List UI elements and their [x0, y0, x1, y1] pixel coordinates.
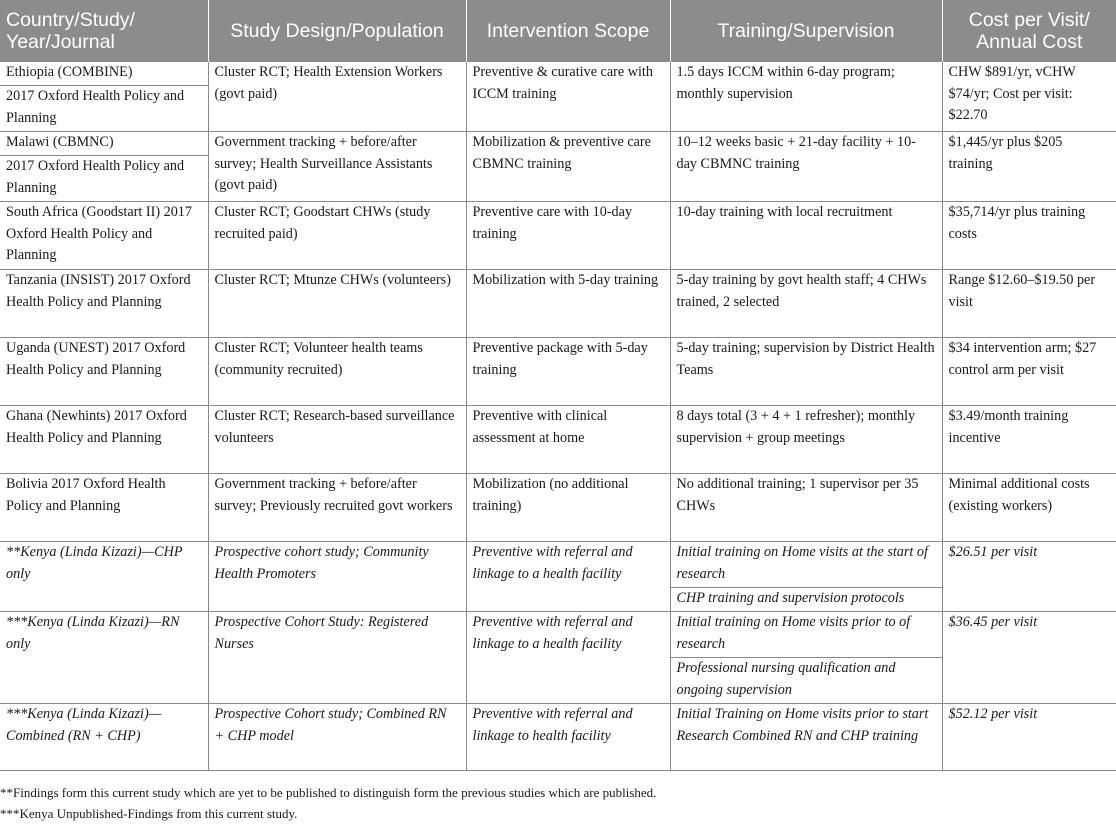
header-design: Study Design/Population [208, 0, 466, 62]
cell-scope: Mobilization with 5-day training [466, 270, 670, 338]
cell-training: Initial training on Home visits at the start of research [670, 542, 942, 588]
cell-country: ***Kenya (Linda Kizazi)—Combined (RN + CHP) [0, 704, 208, 771]
cell-design: Cluster RCT; Health Extension Workers (govt paid) [208, 62, 466, 132]
cell-scope: Preventive package with 5-day training [466, 338, 670, 406]
cell-country: Malawi (CBMNC) [0, 132, 208, 156]
cell-training: No additional training; 1 supervisor per 35 CHWs [670, 474, 942, 542]
cell-cost: $52.12 per visit [942, 704, 1116, 771]
cell-cost: CHW $891/yr, vCHW $74/yr; Cost per visit: $22.70 [942, 62, 1116, 132]
cell-training: CHP training and supervision protocols [670, 588, 942, 612]
header-training: Training/Supervision [670, 0, 942, 62]
cell-cost: Range $12.60–$19.50 per visit [942, 270, 1116, 338]
cell-journal: 2017 Oxford Health Policy and Planning [0, 156, 208, 202]
cell-scope: Preventive with referral and linkage to health facility [466, 704, 670, 771]
cell-cost: $1,445/yr plus $205 training [942, 132, 1116, 202]
cell-cost: $26.51 per visit [942, 542, 1116, 612]
cell-country: Uganda (UNEST) 2017 Oxford Health Policy and Planning [0, 338, 208, 406]
cell-design: Cluster RCT; Volunteer health teams (community recruited) [208, 338, 466, 406]
table-row [0, 542, 1116, 588]
cell-design: Government tracking + before/after survey; Previously recruited govt workers [208, 474, 466, 542]
cell-training: 1.5 days ICCM within 6-day program; monthly supervision [670, 62, 942, 132]
table-row [0, 474, 1116, 542]
table-row [0, 704, 1116, 771]
cell-scope: Preventive with referral and linkage to a health facility [466, 612, 670, 704]
cell-scope: Preventive with clinical assessment at home [466, 406, 670, 474]
cell-country: Ethiopia (COMBINE) [0, 62, 208, 86]
cell-cost: $34 intervention arm; $27 control arm per visit [942, 338, 1116, 406]
footnote: ***Kenya Unpublished-Findings from this current study. [0, 806, 298, 821]
cell-design: Cluster RCT; Research-based surveillance volunteers [208, 406, 466, 474]
table-row [0, 612, 1116, 658]
cell-design: Cluster RCT; Mtunze CHWs (volunteers) [208, 270, 466, 338]
cell-training: 8 days total (3 + 4 + 1 refresher); monthly supervision + group meetings [670, 406, 942, 474]
cell-training: Initial training on Home visits prior to of research [670, 612, 942, 658]
cell-country: ***Kenya (Linda Kizazi)—RN only [0, 612, 208, 704]
cell-cost: $35,714/yr plus training costs [942, 202, 1116, 270]
cell-cost: $36.45 per visit [942, 612, 1116, 704]
cell-scope: Preventive with referral and linkage to a health facility [466, 542, 670, 612]
footnote: **Findings form this current study which are yet to be published to distinguish form the previous studies which are published. [0, 785, 657, 800]
cell-scope: Preventive care with 10-day training [466, 202, 670, 270]
table-row [0, 132, 1116, 156]
cell-country: South Africa (Goodstart II) 2017 Oxford Health Policy and Planning [0, 202, 208, 270]
cell-scope: Mobilization & preventive care CBMNC training [466, 132, 670, 202]
cell-design: Government tracking + before/after survey; Health Surveillance Assistants (govt paid) [208, 132, 466, 202]
cell-journal: 2017 Oxford Health Policy and Planning [0, 86, 208, 132]
footnotes [0, 782, 1110, 824]
header-row [0, 0, 1116, 62]
table-row [0, 62, 1116, 86]
cell-country: Bolivia 2017 Oxford Health Policy and Planning [0, 474, 208, 542]
cell-design: Prospective Cohort study; Combined RN + CHP model [208, 704, 466, 771]
cell-scope: Preventive & curative care with ICCM training [466, 62, 670, 132]
header-cost: Cost per Visit/ Annual Cost [942, 0, 1116, 62]
cell-training: 10-day training with local recruitment [670, 202, 942, 270]
cell-training: 5-day training by govt health staff; 4 CHWs trained, 2 selected [670, 270, 942, 338]
header-scope: Intervention Scope [466, 0, 670, 62]
cell-training: Initial Training on Home visits prior to start Research Combined RN and CHP training [670, 704, 942, 771]
cell-training: 5-day training; supervision by District Health Teams [670, 338, 942, 406]
table-row [0, 406, 1116, 474]
cell-country: **Kenya (Linda Kizazi)—CHP only [0, 542, 208, 612]
cell-design: Prospective Cohort Study: Registered Nurses [208, 612, 466, 704]
cell-training: 10–12 weeks basic + 21-day facility + 10-day CBMNC training [670, 132, 942, 202]
cell-design: Cluster RCT; Goodstart CHWs (study recruited paid) [208, 202, 466, 270]
table-row [0, 202, 1116, 270]
cell-cost: Minimal additional costs (existing workers) [942, 474, 1116, 542]
table-row [0, 270, 1116, 338]
cell-country: Tanzania (INSIST) 2017 Oxford Health Policy and Planning [0, 270, 208, 338]
table-row [0, 338, 1116, 406]
header-country: Country/Study/ Year/Journal [0, 0, 208, 62]
cell-country: Ghana (Newhints) 2017 Oxford Health Policy and Planning [0, 406, 208, 474]
cell-scope: Mobilization (no additional training) [466, 474, 670, 542]
cell-cost: $3.49/month training incentive [942, 406, 1116, 474]
cell-training: Professional nursing qualification and ongoing supervision [670, 658, 942, 704]
cell-design: Prospective cohort study; Community Health Promoters [208, 542, 466, 612]
